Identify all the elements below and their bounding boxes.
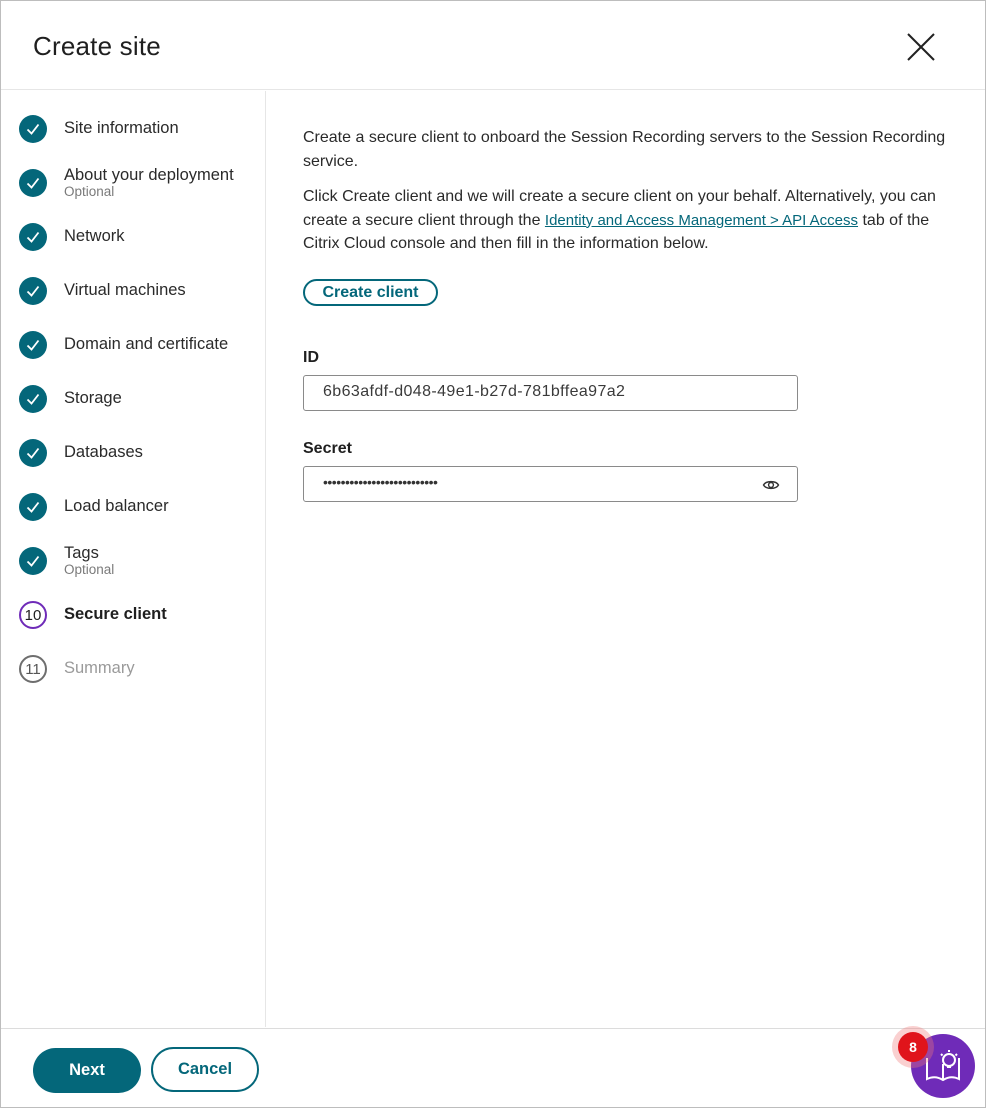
notification-badge: 8 <box>898 1032 928 1062</box>
cancel-button[interactable]: Cancel <box>151 1047 259 1092</box>
step-label: About your deployment <box>64 166 234 184</box>
wizard-steps <box>1 91 266 1027</box>
step-label: Load balancer <box>64 497 169 515</box>
step-label: Summary <box>64 659 135 677</box>
step-label: Storage <box>64 389 122 407</box>
check-icon <box>19 331 47 359</box>
step-optional-label: Optional <box>64 562 115 577</box>
step-databases[interactable] <box>19 439 259 483</box>
step-label: Site information <box>64 119 179 137</box>
secret-field[interactable] <box>303 466 798 502</box>
step-label: Virtual machines <box>64 281 186 299</box>
check-icon <box>19 169 47 197</box>
check-icon <box>19 439 47 467</box>
dialog-header <box>1 1 985 90</box>
step-site-information[interactable] <box>19 115 259 159</box>
check-icon <box>19 115 47 143</box>
secret-label: Secret <box>303 440 352 457</box>
check-icon <box>19 385 47 413</box>
check-icon <box>19 493 47 521</box>
secret-field-value: •••••••••••••••••••••••••• <box>323 474 438 490</box>
step-load-balancer[interactable] <box>19 493 259 537</box>
step-label: Domain and certificate <box>64 335 229 353</box>
step-label: Secure client <box>64 605 167 623</box>
instructions-text-start: Click Create client and we will create a secure client on your behalf. Alternatively, you can create a secure client through the <box>303 188 936 229</box>
step-network[interactable] <box>19 223 259 267</box>
step-number-badge: 10 <box>19 601 47 629</box>
step-tags[interactable] <box>19 544 259 591</box>
instructions-text-end: tab of the Citrix Cloud console and then fill in the information below. <box>303 211 930 252</box>
close-icon <box>901 27 941 67</box>
step-label: Databases <box>64 443 143 461</box>
step-summary <box>19 655 259 699</box>
id-label: ID <box>303 349 319 366</box>
id-field[interactable] <box>303 375 798 411</box>
step-optional-label: Optional <box>64 184 115 199</box>
step-about-your-deployment[interactable] <box>19 166 259 213</box>
instructions-text <box>303 185 963 256</box>
intro-text: Create a secure client to onboard the Session Recording servers to the Session Recording service. <box>303 129 946 170</box>
dialog-title: Create site <box>33 31 161 61</box>
step-virtual-machines[interactable] <box>19 277 259 321</box>
step-number-badge: 11 <box>19 655 47 683</box>
next-button[interactable]: Next <box>33 1048 141 1093</box>
check-icon <box>19 277 47 305</box>
create-client-button[interactable]: Create client <box>303 279 438 306</box>
close-button[interactable] <box>901 27 941 67</box>
id-field-value: 6b63afdf-d048-49e1-b27d-781bffea97a2 <box>323 383 626 400</box>
identity-access-management-link[interactable]: Identity and Access Management > API Access <box>544 211 859 229</box>
step-domain-and-certificate[interactable] <box>19 331 259 375</box>
eye-icon[interactable] <box>762 476 780 494</box>
step-label: Tags <box>64 544 99 562</box>
step-secure-client[interactable] <box>19 601 259 645</box>
step-storage[interactable] <box>19 385 259 429</box>
dialog-footer <box>1 1028 985 1107</box>
step-label: Network <box>64 227 125 245</box>
check-icon <box>19 223 47 251</box>
check-icon <box>19 547 47 575</box>
